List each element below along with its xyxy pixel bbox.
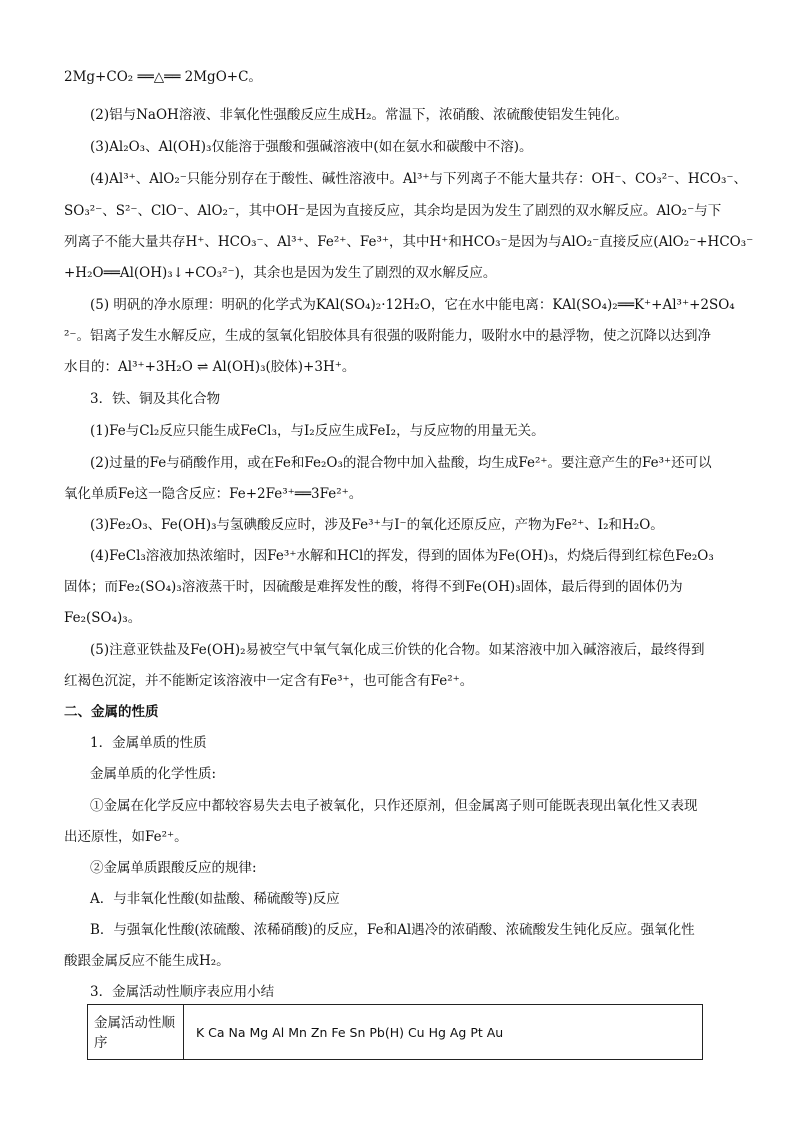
text-line: 出还原性，如Fe²⁺。 (64, 829, 188, 845)
text-line: (4)FeCl₃溶液加热浓缩时，因Fe³⁺水解和HCl的挥发，得到的固体为Fe(OH)₃，灼烧后得到红棕色Fe₂O₃ (90, 548, 714, 564)
text-line: (4)Al³⁺、AlO₂⁻只能分别存在于酸性、碱性溶液中。Al³⁺与下列离子不能大量共存：OH⁻、CO₃²⁻、HCO₃⁻、 (90, 171, 748, 187)
text-line: (2)过量的Fe与硝酸作用，或在Fe和Fe₂O₃的混合物中加入盐酸，均生成Fe²⁺。要注意产生的Fe³⁺还可以 (90, 455, 712, 471)
text-line: B．与强氧化性酸(浓硫酸、浓稀硝酸)的反应，Fe和Al遇冷的浓硝酸、浓硫酸发生钝化反应。强氧化性 (90, 922, 695, 938)
text-line: (2)铝与NaOH溶液、非氧化性强酸反应生成H₂。常温下，浓硝酸、浓硫酸使铝发生钝化。 (90, 107, 629, 123)
section-heading: 二、金属的性质 (64, 704, 159, 720)
text-line: 列离子不能大量共存H⁺、HCO₃⁻、Al³⁺、Fe²⁺、Fe³⁺，其中H⁺和HCO₃⁻是因为与AlO₂⁻直接反应(AlO₂⁻+HCO₃⁻ (64, 234, 754, 250)
table-metals-cell: K Ca Na Mg Al Mn Zn Fe Sn Pb(H) Cu Hg Ag Pt Au (196, 1024, 504, 1040)
text-line: +H₂O══Al(OH)₃↓+CO₃²⁻)，其余也是因为发生了剧烈的双水解反应。 (64, 265, 497, 281)
text-line: (3)Al₂O₃、Al(OH)₃仅能溶于强酸和强碱溶液中(如在氨水和碳酸中不溶)。 (90, 139, 533, 155)
section-heading: 3．铁、铜及其化合物 (90, 391, 221, 407)
text-line: 水目的：Al³⁺+3H₂O ⇌ Al(OH)₃(胶体)+3H⁺。 (64, 359, 356, 375)
text-line: 固体；而Fe₂(SO₄)₃溶液蒸干时，因硫酸是难挥发性的酸，将得不到Fe(OH)₃固体，最后得到的固体仍为 (64, 579, 683, 595)
text-line: 红褐色沉淀，并不能断定该溶液中一定含有Fe³⁺，也可能含有Fe²⁺。 (64, 673, 474, 689)
text-line: 金属单质的化学性质: (90, 766, 217, 782)
subsection-heading: 3．金属活动性顺序表应用小结 (90, 984, 275, 1000)
text-line: (5)注意亚铁盐及Fe(OH)₂易被空气中氧气氧化成三价铁的化合物。如某溶液中加入碱溶液后，最终得到 (90, 642, 705, 658)
text-line: SO₃²⁻、S²⁻、ClO⁻、AlO₂⁻，其中OH⁻是因为直接反应，其余均是因为发生了剧烈的双水解反应。AlO₂⁻与下 (64, 203, 722, 219)
text-line: ①金属在化学反应中都较容易失去电子被氧化，只作还原剂，但金属离子则可能既表现出氧化性又表现 (90, 798, 698, 814)
table-header-cell: 金属活动性顺序 (88, 1005, 184, 1059)
subsection-heading: 1．金属单质的性质 (90, 735, 207, 751)
text-line: (1)Fe与Cl₂反应只能生成FeCl₃，与I₂反应生成FeI₂，与反应物的用量无关。 (90, 423, 545, 439)
text-line: ②金属单质跟酸反应的规律: (90, 860, 257, 876)
text-line: (3)Fe₂O₃、Fe(OH)₃与氢碘酸反应时，涉及Fe³⁺与I⁻的氧化还原反应，产物为Fe²⁺、I₂和H₂O。 (90, 517, 664, 533)
text-line: Fe₂(SO₄)₃。 (64, 610, 142, 626)
text-line: ²⁻。铝离子发生水解反应，生成的氢氧化铝胶体具有很强的吸附能力，吸附水中的悬浮物，使之沉降以达到净 (64, 328, 712, 344)
text-line: 氧化单质Fe这一隐含反应：Fe+2Fe³⁺══3Fe²⁺。 (64, 486, 363, 502)
text-line: 2Mg+CO₂ ══△══ 2MgO+C。 (64, 69, 262, 85)
text-line: A．与非氧化性酸(如盐酸、稀硫酸等)反应 (90, 891, 340, 907)
text-line: (5) 明矾的净水原理：明矾的化学式为KAl(SO₄)₂·12H₂O，它在水中能电离：KAl(SO₄)₂══K⁺+Al³⁺+2SO₄ (90, 297, 735, 313)
text-line: 酸跟金属反应不能生成H₂。 (64, 953, 230, 969)
metal-activity-table (87, 1004, 703, 1060)
